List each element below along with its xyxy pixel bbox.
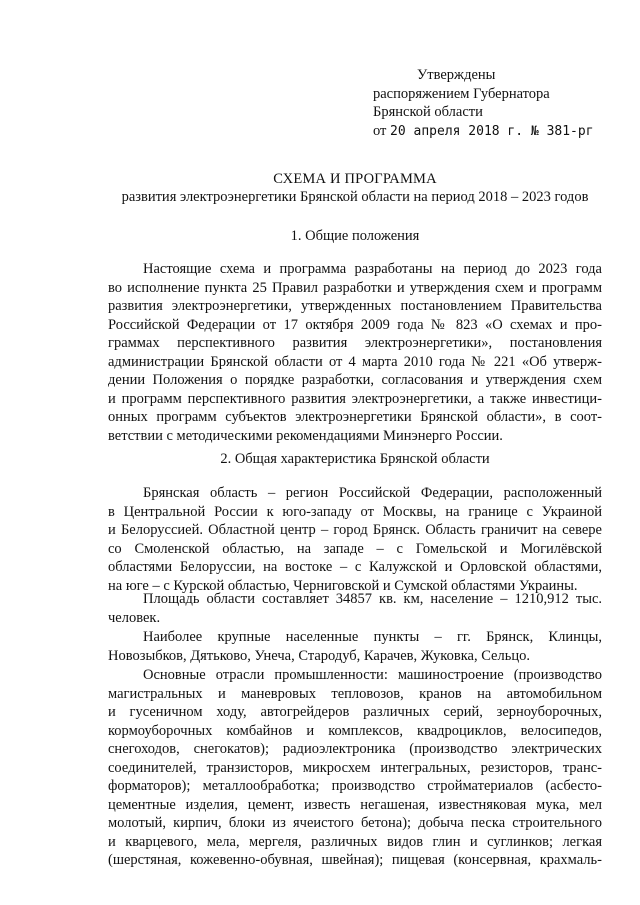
text-line: соединителей, транзисторов, микросхем интегральных, резисторов, транс- xyxy=(108,759,602,776)
approval-date-stamp: 20 апреля 2018 г. № 381-рг xyxy=(390,123,594,139)
paragraph xyxy=(108,628,602,665)
paragraph xyxy=(108,590,602,627)
paragraph xyxy=(108,484,602,595)
text-line: снегоходов, снегокатов); радиоэлектроника (производство электрических xyxy=(108,741,602,757)
text-line: (шерстяная, кожевенно-обувная, швейная); пищевая (консервная, крахмаль- xyxy=(108,852,602,868)
text-line: форматоров); металлообработка; производство стройматериалов (асбесто- xyxy=(108,778,602,794)
approval-date-prefix: от xyxy=(373,122,391,139)
paragraph xyxy=(108,260,602,445)
text-line: и гусеничном ходу, автогрейдеров различных серий, зерноуборочных, xyxy=(108,704,602,720)
paragraph xyxy=(108,666,602,870)
text-line: и программ перспективного развития электроэнергетики, а также инвестици- xyxy=(108,390,602,407)
text-line: и Белоруссией. Областной центр – город Брянск. Область граничит на севере xyxy=(108,522,602,538)
text-line: кормоуборочных комбайнов и комплексов, квадроциклов, велосипедов, xyxy=(108,722,602,739)
text-line: человек. xyxy=(108,609,161,626)
text-line: цементные изделия, цемент, известь негашеная, известняковая мука, мел xyxy=(108,796,602,813)
text-line: Российской Федерации от 17 октября 2009 года № 823 «О схемах и про- xyxy=(108,316,602,333)
approval-block xyxy=(373,66,594,141)
approval-line: распоряжением Губернатора xyxy=(373,85,550,102)
document-subtitle: развития электроэнергетики Брянской области на период 2018 – 2023 годов xyxy=(121,189,589,205)
text-line: Основные отрасли промышленности: машиностроение (производство xyxy=(143,667,602,683)
text-line: граммах перспективного развития электроэнергетики», постановления xyxy=(108,335,602,351)
text-line: ветствии с методическими рекомендациями Минэнерго России. xyxy=(108,427,503,444)
text-line: областями Белоруссии, на востоке – с Калужской и Орловской областями, xyxy=(108,559,602,575)
text-line: молотый, кирпич, блоки из ячеистого бетона); добыча песка строительного xyxy=(108,815,602,831)
text-line: Новозыбков, Дятьково, Унеча, Стародуб, Карачев, Жуковка, Сельцо. xyxy=(108,647,530,664)
text-line: Брянская область – регион Российской Федерации, расположенный xyxy=(143,485,602,501)
text-line: со Смоленской областью, на западе – с Гомельской и Могилёвской xyxy=(108,540,602,557)
text-line: в Центральной России к юго-западу от Москвы, на границе с Украиной xyxy=(108,503,602,520)
document-title: СХЕМА И ПРОГРАММА xyxy=(273,171,437,187)
approval-date-line xyxy=(373,122,594,142)
text-line: во исполнение пункта 25 Правил разработки и утверждения схем и программ xyxy=(108,279,602,296)
approval-line: Брянской области xyxy=(373,104,483,120)
text-line: администрации Брянской области от 4 марта 2010 года № 221 «Об утверж- xyxy=(108,353,602,370)
section-heading: 2. Общая характеристика Брянской области xyxy=(220,451,490,467)
text-line: и кварцевого, мела, мергеля, различных видов глин и суглинков; легкая xyxy=(108,833,602,850)
text-line: развития электроэнергетики, утвержденных постановлением Правительства xyxy=(108,298,602,314)
approval-line: Утверждены xyxy=(417,67,496,83)
text-line: Настоящие схема и программа разработаны на период до 2023 года xyxy=(143,261,602,277)
text-line: дении Положения о порядке разработки, согласования и утверждения схем xyxy=(108,372,602,388)
text-line: Наиболее крупные населенные пункты – гг. Брянск, Клинцы, xyxy=(143,629,602,645)
text-line: на юге – с Курской областью, Черниговской и Сумской областями Украины. xyxy=(108,577,578,594)
text-line: магистральных и маневровых тепловозов, кранов на автомобильном xyxy=(108,685,602,702)
text-line: Площадь области составляет 34857 кв. км, население – 1210,912 тыс. xyxy=(143,591,602,607)
text-line: онных программ субъектов электроэнергетики Брянской области», в соот- xyxy=(108,409,602,425)
section-heading: 1. Общие положения xyxy=(290,228,420,244)
